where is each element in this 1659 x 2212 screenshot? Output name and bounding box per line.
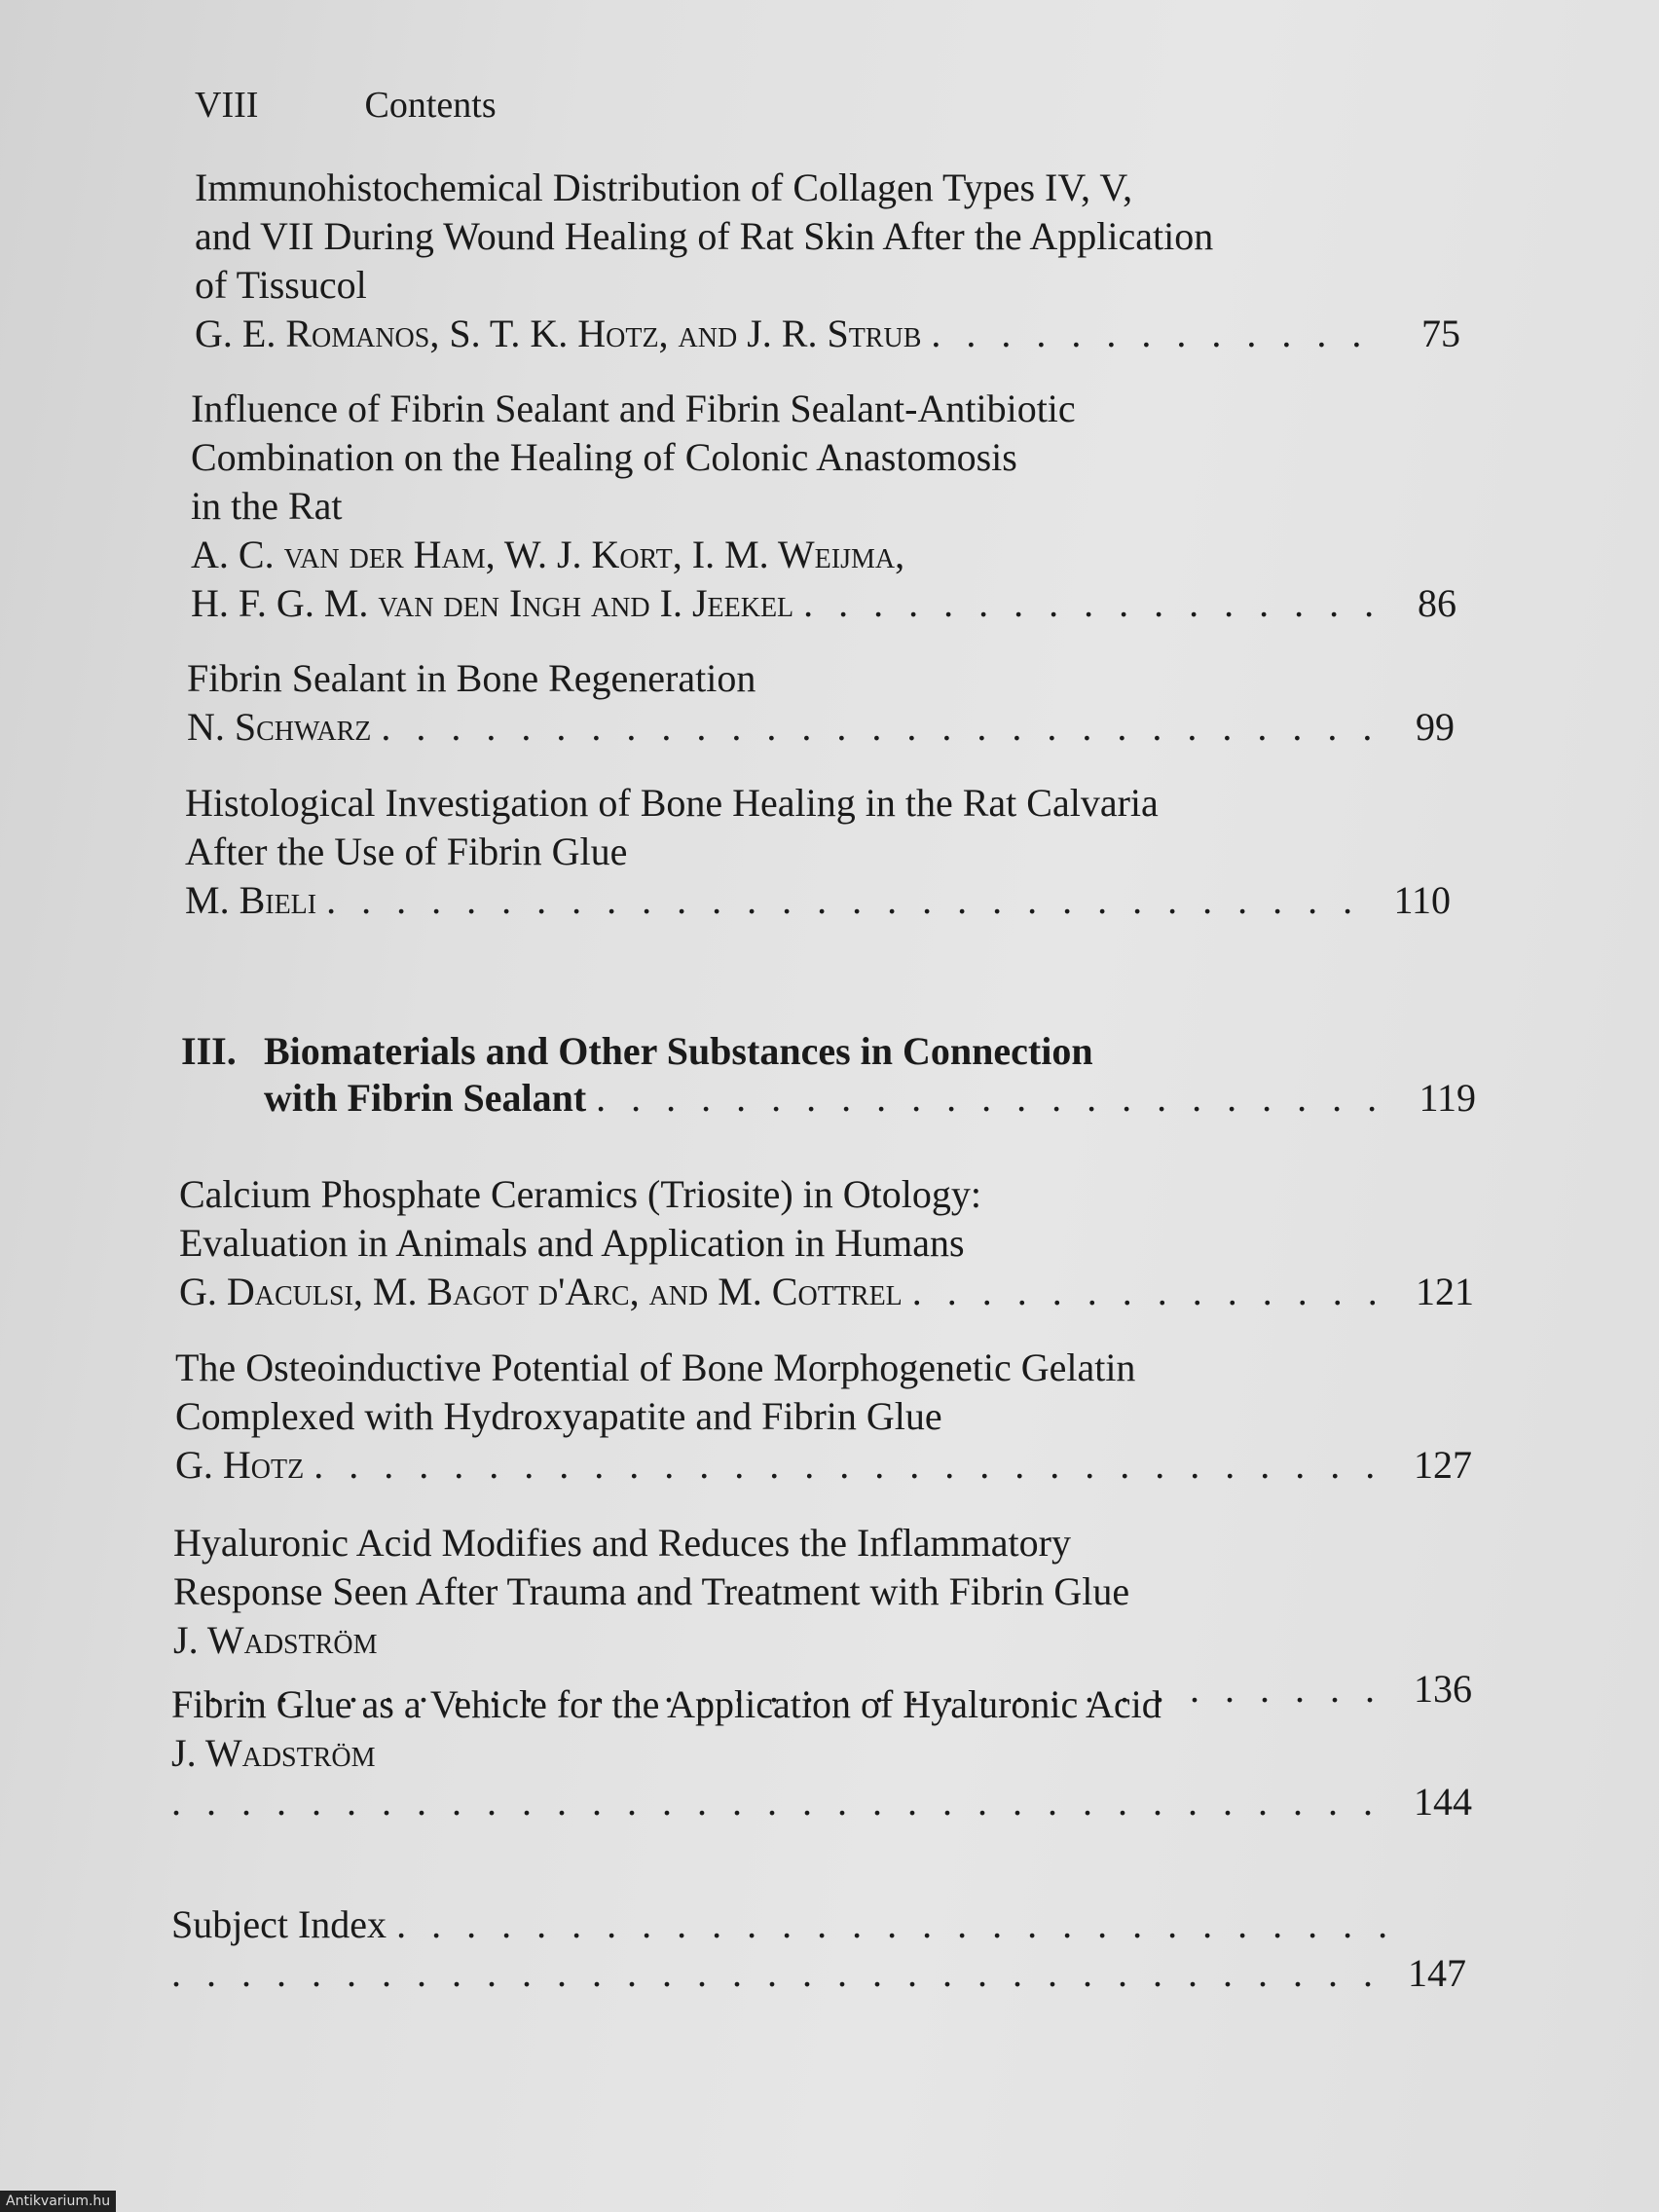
header-title: Contents [364,85,497,126]
entry-authors: N. Schwarz [187,705,372,749]
leader-dots [326,876,1373,925]
entry-authors: M. Bieli [185,878,317,922]
leader-dots [396,1900,1388,1949]
watermark: Antikvarium.hu [0,2191,116,2212]
entry-title-line: in the Rat [191,484,343,528]
entry-title-line: Evaluation in Animals and Application in Humans [179,1221,965,1265]
subject-index-entry [171,1900,1466,1998]
toc-entry [185,779,1451,925]
entry-authors: G. Hotz [175,1443,305,1487]
entry-title-line: Immunohistochemical Distribution of Collagen Types IV, V, [195,166,1133,209]
subject-index-label: Subject Index [171,1902,387,1946]
leader-dots [931,310,1382,358]
section-title-line: Biomaterials and Other Substances in Connection [264,1029,1093,1073]
entry-title-line: The Osteoinductive Potential of Bone Morphogenetic Gelatin [175,1346,1136,1389]
page-header [195,84,497,127]
entry-page: 75 [1421,312,1460,355]
entry-authors: J. Wadström [171,1731,376,1775]
leader-dots [313,1441,1394,1490]
entry-title-line: Calcium Phosphate Ceramics (Triosite) in Otology: [179,1172,982,1216]
entry-title-line: After the Use of Fibrin Glue [185,830,628,873]
leader-dots [381,703,1377,752]
toc-entry [175,1344,1472,1490]
toc-entry [191,385,1456,628]
entry-title-line: of Tissucol [195,263,367,307]
entry-title-line: Response Seen After Trauma and Treatment with Fibrin Glue [173,1569,1130,1613]
entry-authors: J. Wadström [173,1618,378,1662]
entry-title-line: Fibrin Glue as a Vehicle for the Application of Hyaluronic Acid [171,1682,1161,1726]
entry-title-line: Fibrin Sealant in Bone Regeneration [187,656,756,700]
entry-authors: G. Daculsi, M. Bagot d'Arc, and M. Cottrel [179,1270,903,1313]
page-number: VIII [195,85,259,126]
entry-page: 121 [1416,1270,1474,1313]
entry-page: 86 [1418,581,1456,625]
entry-page: 99 [1416,705,1455,749]
toc-entry [187,654,1455,752]
entry-authors: H. F. G. M. van den Ingh and I. Jeekel [191,581,794,625]
leader-dots [171,1949,1388,1998]
entry-title-line: Histological Investigation of Bone Healing in the Rat Calvaria [185,781,1159,825]
leader-dots [171,1778,1394,1826]
section-title-line: with Fibrin Sealant [264,1076,587,1120]
leader-dots [803,579,1379,628]
toc-entry [179,1170,1474,1316]
subject-index-page: 147 [1408,1951,1466,1995]
entry-page: 136 [1414,1667,1472,1711]
entry-page: 127 [1414,1443,1472,1487]
leader-dots [596,1075,1398,1122]
entry-title-line: and VII During Wound Healing of Rat Skin After the Application [195,214,1214,258]
entry-title-line: Hyaluronic Acid Modifies and Reduces the Inflammatory [173,1521,1071,1565]
entry-authors: G. E. Romanos, S. T. K. Hotz, and J. R. Strub [195,312,922,355]
entry-page: 144 [1414,1780,1472,1824]
section-page: 119 [1419,1076,1476,1120]
entry-authors: A. C. van der Ham, W. J. Kort, I. M. Weijma, [191,533,905,576]
entry-title-line: Complexed with Hydroxyapatite and Fibrin Glue [175,1394,942,1438]
entry-page: 110 [1393,878,1451,922]
leader-dots [912,1268,1396,1316]
section-roman: III. [181,1029,237,1073]
toc-entry [195,164,1460,358]
entry-title-line: Combination on the Healing of Colonic Anastomosis [191,435,1017,479]
section-heading [181,1028,1476,1122]
toc-entry [171,1680,1472,1826]
entry-title-line: Influence of Fibrin Sealant and Fibrin Sealant-Antibiotic [191,387,1076,430]
